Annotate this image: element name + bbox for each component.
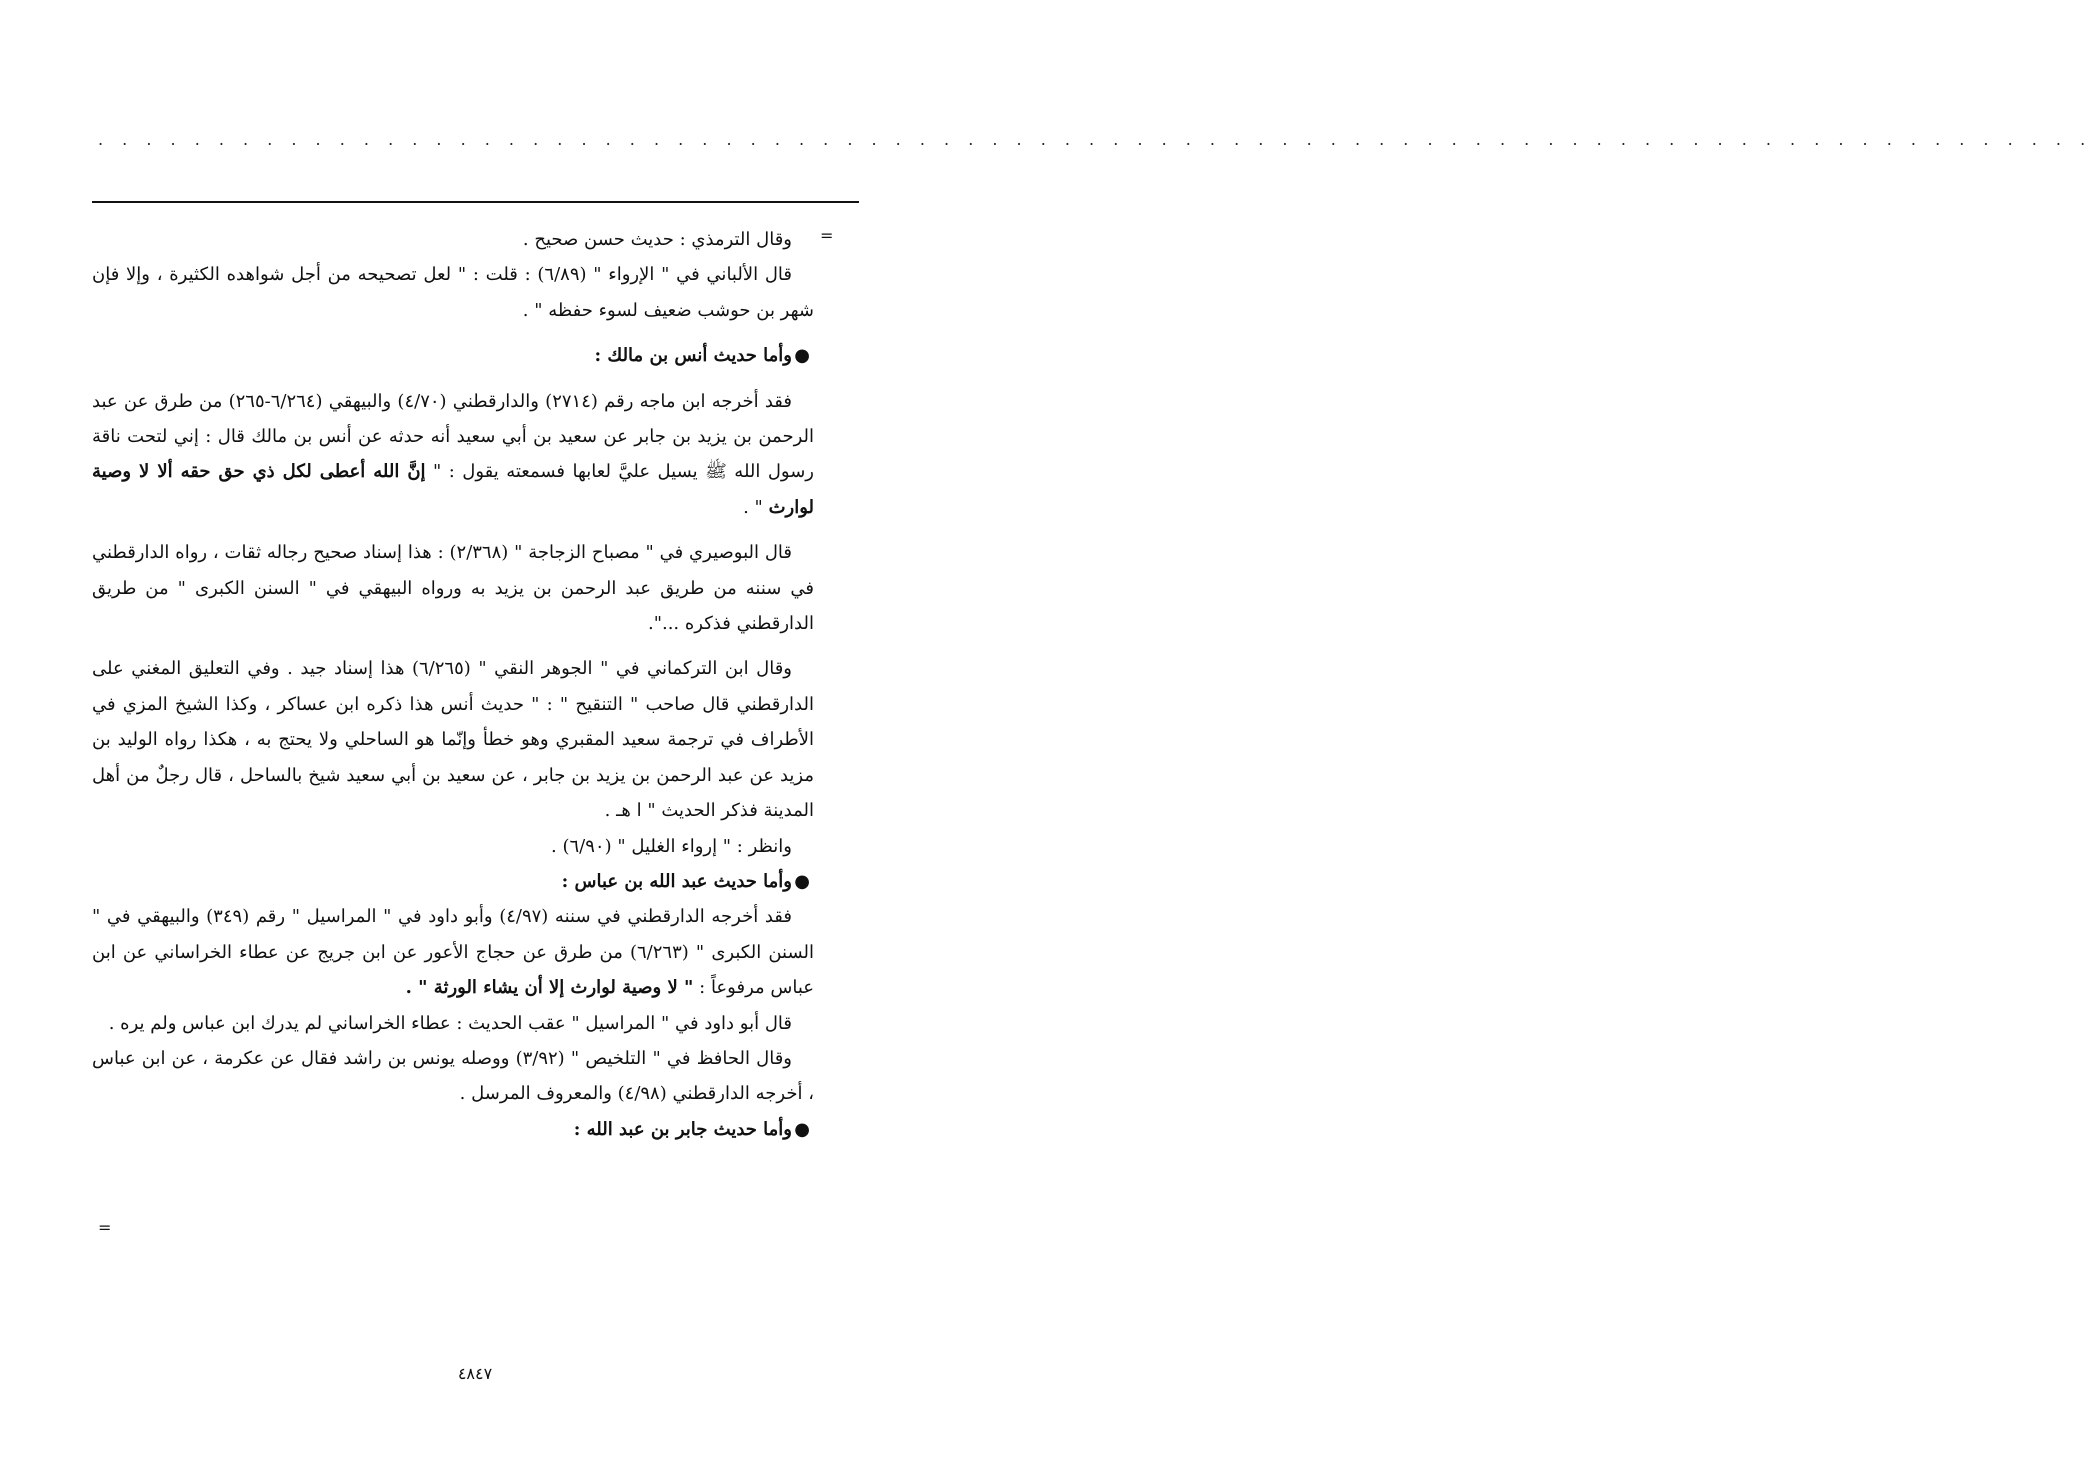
paragraph-ibn-abbas-text: فقد أخرجه الدارقطني في سننه (٤/٩٧) وأبو داود في " المراسيل " رقم (٣٤٩) والبيهقي في " السنن الكبرى " (٦/٢٦٣) من طرق عن حجاج الأعور عن ابن جريج عن عطاء الخراساني عن ابن عباس مرفوعاً : [92, 906, 814, 999]
heading-ibn-abbas [92, 864, 814, 899]
paragraph-turkmani: وقال ابن التركماني في " الجوهر النقي " (٦/٢٦٥) هذا إسناد جيد . وفي التعليق المغني على الدارقطني قال صاحب " التنقيح " : " حديث أنس هذا ذكره ابن عساكر ، وكذا الشيخ المزي في الأطراف في ترجمة سعيد المقبري وهو خطأ وإنّما هو الساحلي ولا يحتج به ، هكذا رواه الوليد بن مزيد عن عبد الرحمن بن يزيد بن جابر ، عن سعيد بن أبي سعيد شيخ بالساحل ، قال رجلٌ من أهل المدينة فذكر الحديث " ا هـ . [92, 658, 814, 822]
paragraph-busiri: قال البوصيري في " مصباح الزجاجة " (٢/٣٦٨) : هذا إسناد صحيح رجاله ثقات ، رواه الدارقطني في سننه من طريق عبد الرحمن بن يزيد به ورواه البيهقي في " السنن الكبرى " من طريق الدارقطني فذكره ...". [92, 542, 814, 635]
heading-anas [92, 338, 814, 373]
heading-jabir [92, 1112, 814, 1147]
bullet-icon: ● [794, 1118, 810, 1140]
paragraph-anas-text: فقد أخرجه ابن ماجه رقم (٢٧١٤) والدارقطني (٤/٧٠) والبيهقي (٦/٢٦٤-٢٦٥) من طرق عن عبد الرحمن بن يزيد بن جابر عن سعيد بن أبي سعيد أنه حدثه عن أنس بن مالك قال : إني لتحت ناقة رسول الله ﷺ يسيل عليَّ لعابها فسمعته يقول : " [92, 390, 814, 483]
continuation-mark-top: = [820, 226, 834, 245]
paragraph-hafiz: وقال الحافظ في " التلخيص " (٣/٩٢) ووصله يونس بن راشد فقال عن عكرمة ، عن ابن عباس ، أخرجه الدارقطني (٤/٩٨) والمعروف المرسل . [92, 1047, 814, 1105]
continuation-mark-bottom: = [98, 1218, 112, 1237]
hadith-text-anas: إنَّ الله أعطى لكل ذي حق حقه ألا لا وصية لوارث [92, 461, 814, 518]
paragraph-ibn-abbas-takhrij [92, 899, 814, 1005]
paragraph-anas-end: " . [743, 496, 763, 518]
heading-anas-text: وأما حديث أنس بن مالك : [594, 345, 792, 367]
hadith-text-ibn-abbas: " لا وصية لوارث إلا أن يشاء الورثة " . [405, 977, 694, 999]
paragraph-anas-takhrij [92, 384, 814, 526]
dotted-separator: . . . . . . . . . . . . . . . . . . . . . . . . . . . . . . . . . . . . . . . . . . . . . . . . . . . . . . . . . . . . . . . . . . . . . . . . . . . . . . . . . . . [98, 130, 2092, 149]
footnote-rule [92, 201, 859, 203]
paragraph-irwa: وانظر : " إرواء الغليل " (٦/٩٠) . [551, 835, 792, 857]
paragraph-abu-dawud: قال أبو داود في " المراسيل " عقب الحديث : عطاء الخراساني لم يدرك ابن عباس ولم يره . [108, 1012, 792, 1034]
bullet-icon: ● [794, 345, 810, 367]
paragraph-tirmidhi: وقال الترمذي : حديث حسن صحيح . [522, 229, 792, 250]
paragraph-albani: قال الألباني في " الإرواء " (٦/٨٩) : قلت : " لعل تصحيحه من أجل شواهده الكثيرة ، وإلا فإن شهر بن حوشب ضعيف لسوء حفظه " . [92, 264, 814, 321]
heading-ibn-abbas-text: وأما حديث عبد الله بن عباس : [561, 870, 792, 892]
heading-jabir-text: وأما حديث جابر بن عبد الله : [573, 1118, 792, 1140]
bullet-icon: ● [794, 870, 810, 892]
page-number: ٤٨٤٧ [457, 1364, 493, 1383]
footnote-body [92, 222, 814, 1147]
